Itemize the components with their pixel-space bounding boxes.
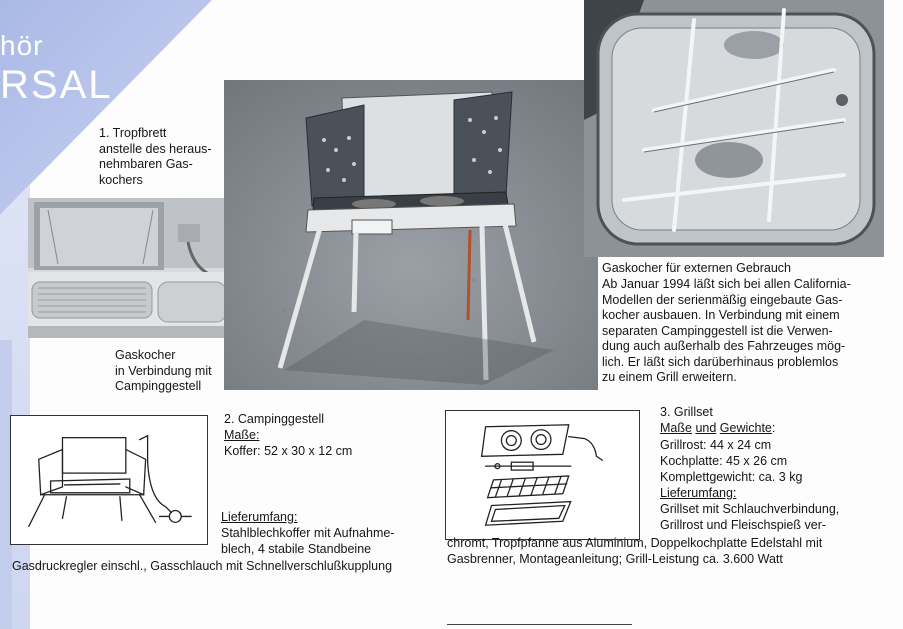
measures-word-1: Maße [660, 421, 692, 435]
measures-word-3: Gewichte [719, 421, 772, 435]
item-3-scope-line-4: Gasbrenner, Montageanleitung; Grill-Leistung ca. 3.600 Watt [447, 552, 783, 566]
item-3-gewicht: Komplettgewicht: ca. 3 kg [660, 470, 803, 484]
measures-word-2: und [695, 421, 717, 435]
header-fragment-2: RSAL [0, 63, 113, 107]
item-2-scope-line-1: Stahlblechkoffer mit Aufnahme- [221, 526, 395, 540]
item-2-title: 2. Campinggestell [224, 412, 325, 426]
external-use-title: Gaskocher für externen Gebrauch [602, 261, 791, 275]
item-3-scope-line-2: Grillrost und Fleischspieß ver- [660, 518, 827, 532]
external-use-body: Ab Januar 1994 läßt sich bei allen California- Modellen der serienmäßig eingebaute Gas- kocher ausbauen. In Verbindung mit einem separaten Campinggestell ist die Verwen- dung auch außerhalb des Fahrzeuges mög- lich. Er läßt sich darüberhinaus problemlos zu einem Grill erweitern. [602, 277, 851, 384]
item-3-scope-label: Lieferumfang: [660, 486, 737, 500]
grill-set-drawing [445, 410, 640, 540]
bottom-rule [447, 624, 632, 625]
drip-tray-photo [28, 198, 230, 338]
item-2-scope-label: Lieferumfang: [221, 510, 298, 524]
item-2-measures-value: Koffer: 52 x 30 x 12 cm [224, 444, 353, 458]
item-2-measures-label: Maße: [224, 428, 260, 442]
cooker-grate-photo [584, 0, 884, 257]
item-3-title: 3. Grillset [660, 405, 713, 419]
item-1-caption: 1. Tropfbrett anstelle des heraus- nehmbaren Gas- kochers [99, 126, 212, 187]
item-3-scope-line-1: Grillset mit Schlauchverbindung, [660, 502, 840, 516]
camping-stand-photo [224, 80, 598, 390]
item-2-scope-line-2: blech, 4 stabile Standbeine [221, 542, 372, 556]
header-fragment-1: hör [0, 30, 44, 61]
photo-1-caption: Gaskocher in Verbindung mit Campinggestell [115, 348, 212, 393]
camping-stand-drawing [10, 415, 208, 545]
item-3-scope-line-3: chromt, Tropfpfanne aus Aluminium, Doppelkochplatte Edelstahl mit [447, 536, 823, 550]
item-2-scope-line-3: Gasdruckregler einschl., Gasschlauch mit Schnellverschlußkupplung [12, 559, 393, 573]
item-3-kochplatte: Kochplatte: 45 x 26 cm [660, 454, 788, 468]
measures-colon: : [771, 421, 776, 435]
item-3-grillrost: Grillrost: 44 x 24 cm [660, 438, 772, 452]
item-3-measures-heading [660, 421, 860, 437]
